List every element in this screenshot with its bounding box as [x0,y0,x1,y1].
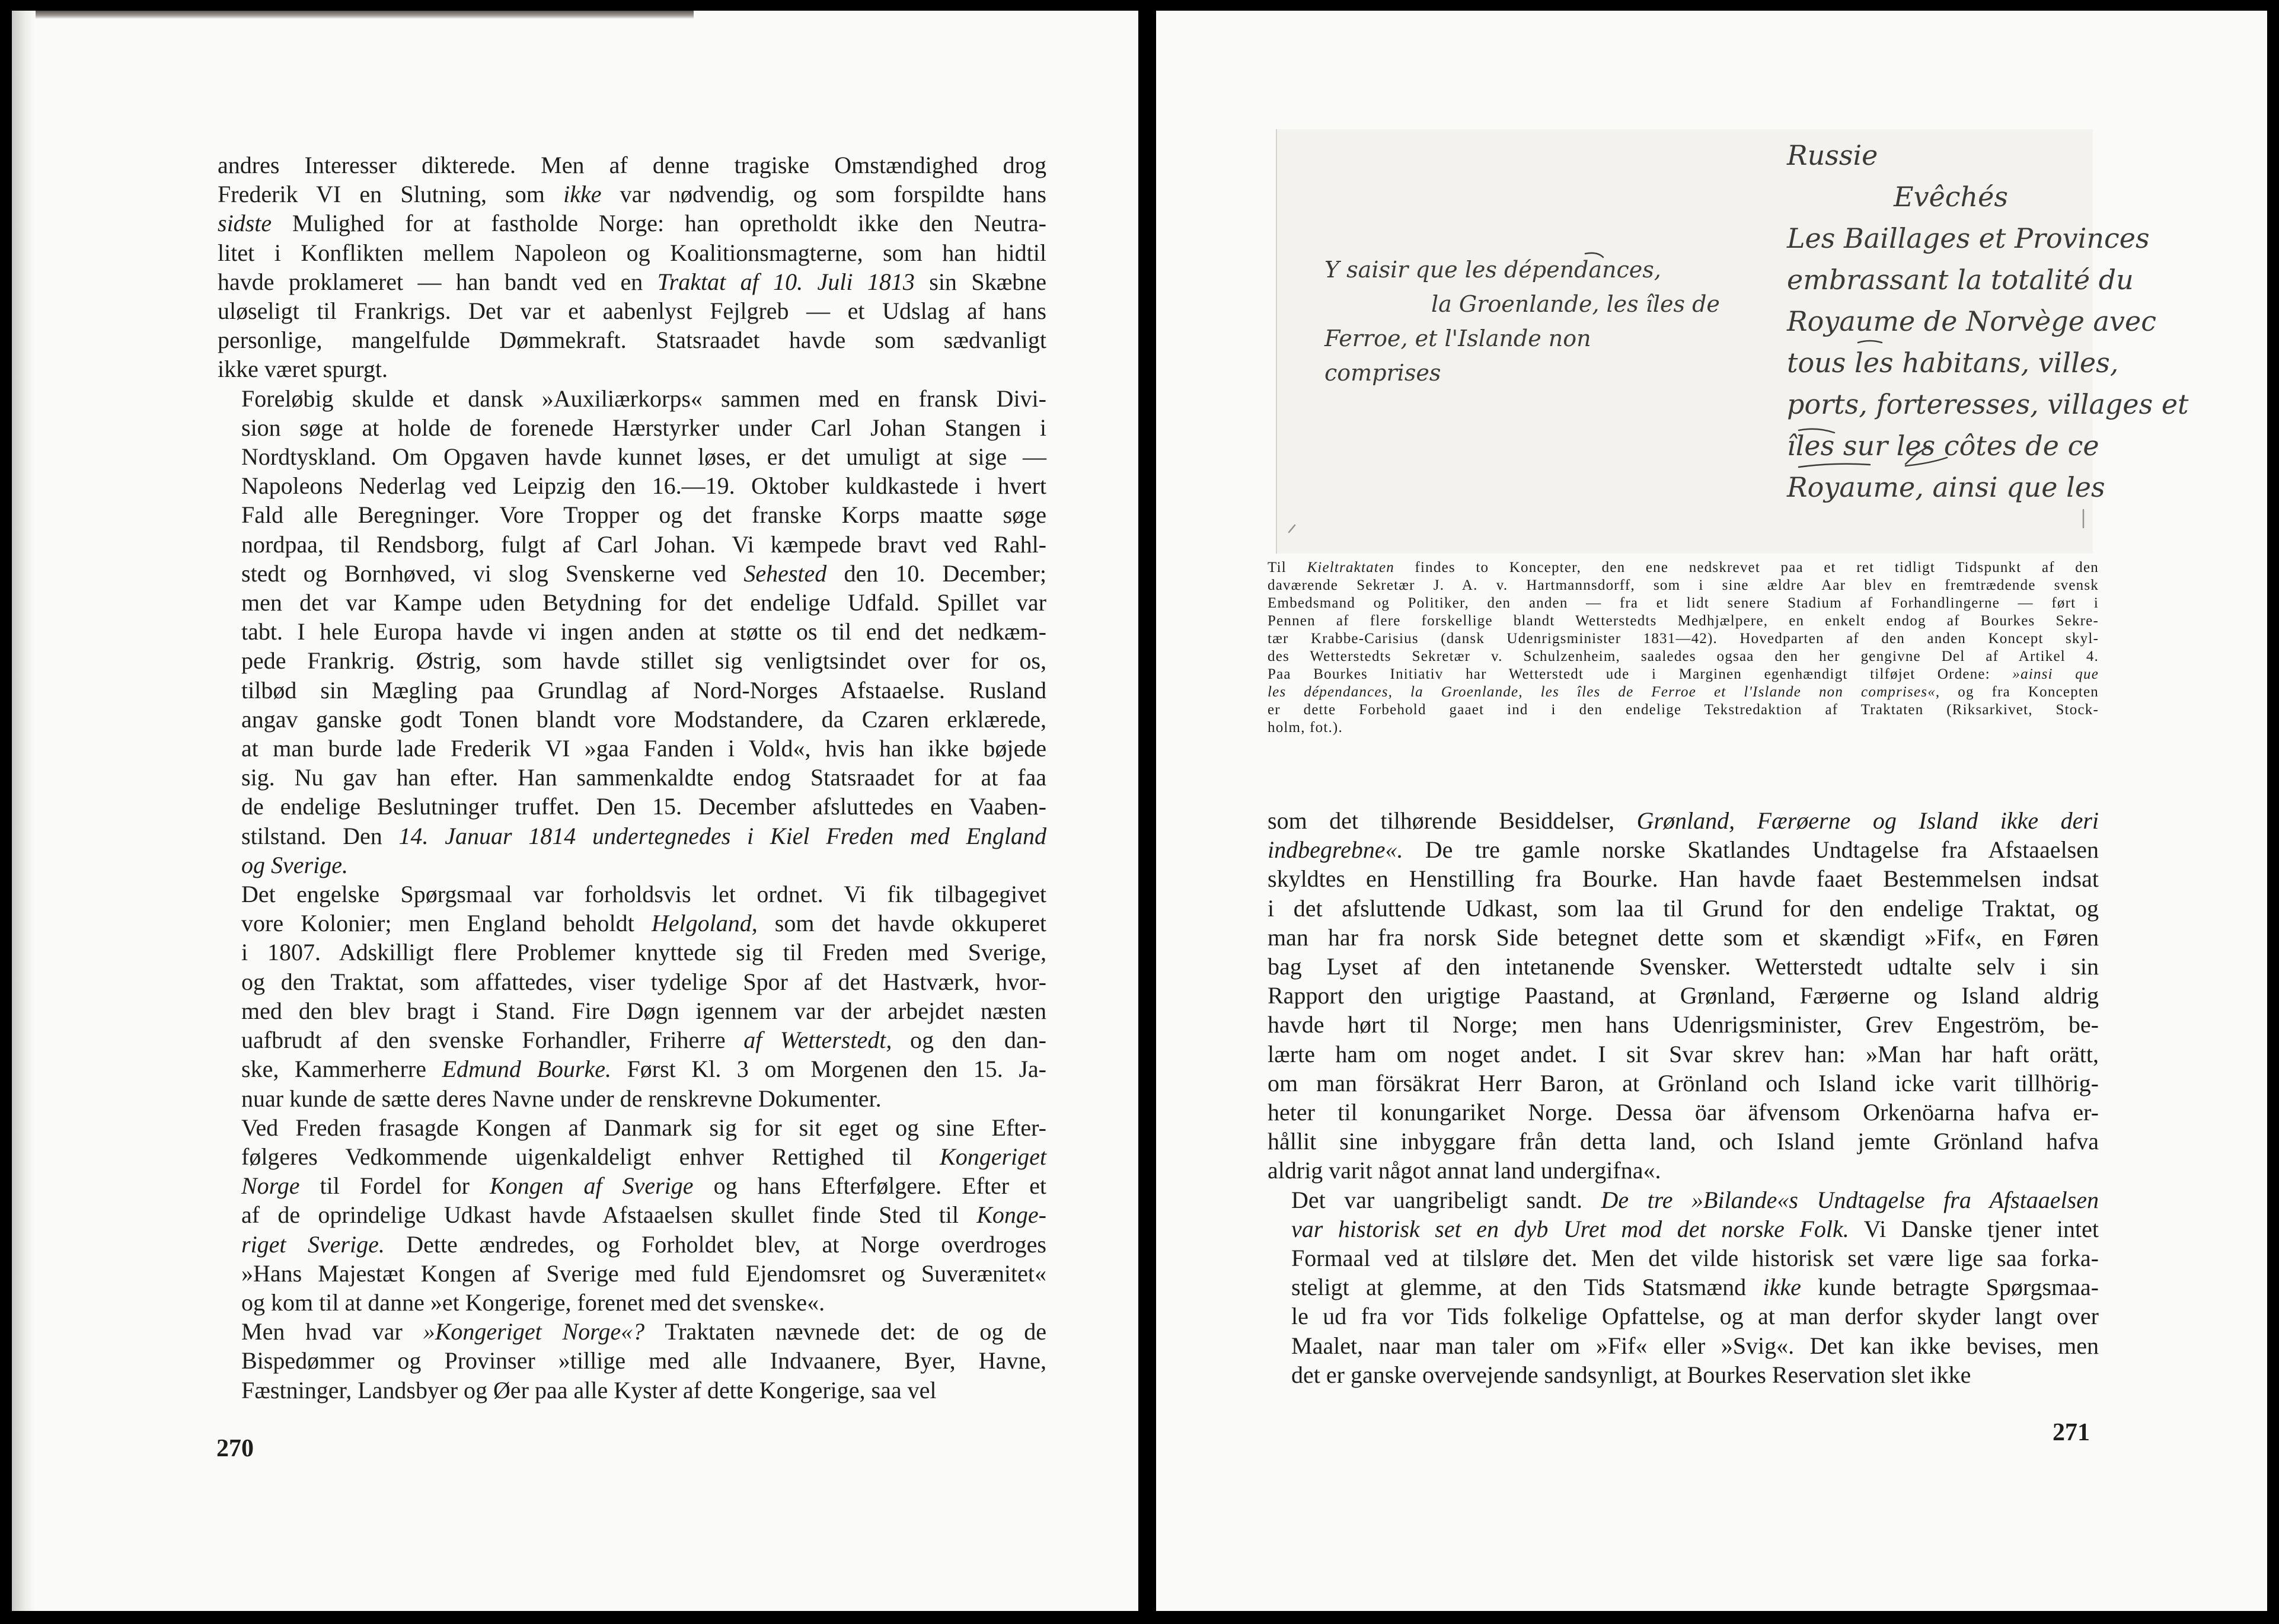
text-line: og den Traktat, som affattedes, viser tydelige Spor af det Hastværk, hvor- [241,968,1046,995]
handwritten-line: Russie [1787,139,1878,171]
text-line: skyldtes en Henstilling fra Bourke. Han havde faaet Bestemmelsen indsat [1268,865,2099,893]
manuscript-facsimile-image [1277,129,2189,554]
text-line: nordpaa, til Rendsborg, fulgt af Carl Johan. Vi kæmpede bravt ved Rahl- [241,530,1046,558]
text-line: sion søge at holde de forenede Hærstyrker under Carl Johan Stangen i [241,414,1046,441]
paragraph [1268,1185,2099,1389]
text-line: stedt og Bornhøved, vi slog Svenskerne ved Sehested den 10. December; [241,560,1046,587]
text-line: Maalet, naar man taler om »Fif« eller »Svig«. Det kan ikke bevises, men [1291,1332,2099,1359]
text-line: følgeres Vedkommende uigenkaldeligt enhver Rettighed til Kongeriget [241,1143,1046,1170]
caption-line: Paa Bourkes Initiativ har Wetterstedt ude i Marginen egenhændigt tilføjet Ordene: »ainsi que [1268,666,2099,682]
paragraph [218,1113,1046,1317]
text-line: at man burde lade Frederik VI »gaa Fanden i Vold«, hvis han ikke bøjede [241,735,1046,762]
caption-line: des Wetterstedts Sekretær v. Schulzenheim, saaledes ogsaa den her gengivne Del af Artikel 4. [1268,648,2099,664]
handwritten-line: comprises [1324,360,1441,386]
text-line: man har fra norsk Side betegnet dette som et skændigt »Fif«, en Føren [1268,923,2099,951]
text-line: og Sverige. [241,851,348,878]
text-line: uafbrudt af den svenske Forhandler, Friherre af Wetterstedt, og den dan- [241,1027,1047,1054]
text-line: de endelige Beslutninger truffet. Den 15. December afsluttedes en Vaaben- [241,793,1046,820]
handwritten-line: Y saisir que les dépendances, [1324,257,1661,283]
text-line: heter til konungariket Norge. Dessa öar äfvensom Orkenöarna hafva er- [1268,1099,2099,1126]
text-line: riget Sverige. Dette ændredes, og Forholdet blev, at Norge overdroges [241,1230,1046,1258]
text-line: Nordtyskland. Om Opgaven havde kunnet løses, er det umuligt at sige — [241,443,1046,471]
text-line: Fald alle Beregninger. Vore Tropper og det franske Korps maatte søge [241,501,1046,529]
text-line: le ud fra vor Tids folkelige Opfattelse, og at man derfor skyder langt over [1291,1303,2099,1330]
paragraph [1268,806,2099,1185]
text-line: Men hvad var »Kongeriget Norge«? Traktaten nævnede det: de og de [241,1318,1046,1345]
text-line: sig. Nu gav han efter. Han sammenkaldte endog Statsraadet for at faa [241,764,1046,791]
handwritten-line: Evêchés [1894,181,2009,213]
binding-mark [36,11,694,19]
text-line: i det afsluttende Udkast, som laa til Grund for den endelige Traktat, og [1268,894,2099,922]
text-line: Det var uangribeligt sandt. De tre »Bilande«s Undtagelse fra Afstaaelsen [1291,1186,2099,1213]
text-line: bag Lyset af den intetanende Svensker. Wetterstedt udtalte selv i sin [1268,953,2099,980]
paragraph [218,880,1046,1113]
text-line: nuar kunde de sætte deres Navne under de renskrevne Dokumenter. [241,1085,882,1112]
handwritten-line: Royaume, ainsi que les [1787,471,2105,503]
text-line: var historisk set en dyb Uret mod det norske Folk. Vi Danske tjener intet [1291,1215,2099,1242]
text-line: Det engelske Spørgsmaal var forholdsvis let ordnet. Vi fik tilbagegivet [241,881,1046,908]
text-line: ske, Kammerherre Edmund Bourke. Først Kl. 3 om Morgenen den 15. Ja- [241,1056,1046,1083]
text-line: Rapport den urigtige Paastand, at Grønland, Færøerne og Island aldrig [1268,982,2099,1009]
text-line: og kom til at danne »et Kongerige, forenet med det svenske«. [241,1289,825,1316]
text-line: vore Kolonier; men England beholdt Helgoland, som det havde okkuperet [241,910,1046,937]
text-line: i 1807. Adskilligt flere Problemer knyttede sig til Freden med Sverige, [241,939,1046,966]
handwritten-line: Les Baillages et Provinces [1787,222,2150,254]
text-line: Frederik VI en Slutning, som ikke var nødvendig, og som forspildte hans [218,181,1046,208]
page-number-right: 271 [2053,1419,2090,1446]
caption-line: Embedsmand og Politiker, den anden — fra et lidt senere Stadium af Forhandlingerne — ført i [1268,595,2099,611]
handwritten-line: Royaume de Norvège avec [1787,305,2156,337]
text-line: aldrig varit något annat land undergifna«. [1268,1157,1661,1184]
caption-line: er dette Forbehold gaaet ind i den endelige Tekstredaktion af Traktaten (Riksarkivet, Stock- [1268,702,2099,718]
handwritten-line: la Groenlande, les îles de [1431,291,1720,317]
text-line: steligt at glemme, at den Tids Statsmænd ikke kunde betragte Spørgsmaa- [1291,1274,2099,1301]
caption-line: tær Krabbe-Carisius (dansk Udenrigsminister 1831—42). Hovedparten af den anden Koncept skyl- [1268,631,2099,647]
left-page [12,11,1138,1611]
text-line: lærte ham om noget andet. I sit Svar skrev han: »Man har haft orätt, [1268,1040,2099,1067]
handwritten-line: embrassant la totalité du [1787,264,2134,296]
text-line: havde hørt til Norge; men hans Udenrigsminister, Grev Engeström, be- [1268,1011,2099,1038]
text-line: angav ganske godt Tonen blandt vore Modstandere, da Czaren erklærede, [241,705,1046,733]
handwritten-line: îles sur les côtes de ce [1787,430,2099,462]
text-line: Napoleons Nederlag ved Leipzig den 16.—19. Oktober kuldkastede i hvert [241,472,1046,500]
text-line: Foreløbig skulde et dansk »Auxiliærkorps« sammen med en fransk Divi- [241,385,1046,412]
caption-line: daværende Sekretær J. A. v. Hartmannsdorff, som i sine ældre Aar blev en fremtrædende svensk [1268,577,2099,593]
text-line: sidste Mulighed for at fastholde Norge: han opretholdt ikke den Neutra- [218,210,1046,237]
text-line: havde proklameret — han bandt ved en Traktat af 10. Juli 1813 sin Skæbne [218,268,1046,295]
text-line: pede Frankrig. Østrig, som havde stillet sig venligtsindet over for os, [241,647,1046,674]
handwritten-line: tous les habitans, villes, [1787,347,2119,379]
text-line: litet i Konflikten mellem Napoleon og Koalitionsmagterne, som han hidtil [218,239,1046,266]
right-page-body-text [1268,806,2099,1389]
caption-line: Pennen af flere forskellige blandt Wetterstedts Medhjælpere, en enkelt endog af Bourkes Sekre- [1268,613,2099,629]
text-line: Norge til Fordel for Kongen af Sverige og hans Efterfølgere. Efter et [241,1172,1046,1200]
facsimile-caption [1268,559,2099,737]
left-page-body-text [218,151,1046,1405]
text-line: personlige, mangelfulde Dømmekraft. Statsraadet havde som sædvanligt [218,327,1046,354]
text-line: »Hans Majestæt Kongen af Sverige med fuld Ejendomsret og Suverænitet« [241,1259,1046,1287]
page-number-left: 270 [216,1435,254,1462]
text-line: af de oprindelige Udkast havde Afstaaelsen skullet finde Sted til Konge- [241,1201,1046,1229]
paragraph [218,1317,1046,1405]
caption-line: Til Kieltraktaten findes to Koncepter, den ene nedskrevet paa et ret tidligt Tidspunkt af den [1268,560,2099,576]
text-line: andres Interesser dikterede. Men af denne tragiske Omstændighed drog [218,152,1046,178]
text-line: stilstand. Den 14. Januar 1814 undertegnedes i Kiel Freden med England [241,822,1046,849]
page-edge-shadow [12,11,36,1611]
manuscript-facsimile [1276,129,2189,554]
text-line: men det var Kampe uden Betydning for det endelige Udfald. Spillet var [241,589,1046,616]
text-line: indbegrebne«. De tre gamle norske Skatlandes Undtagelse fra Afstaaelsen [1268,836,2099,864]
text-line: hållit sine inbyggare från detta land, och Island jemte Grönland hafva [1268,1128,2099,1155]
right-page [1156,11,2267,1611]
text-line: om man försäkrat Herr Baron, at Grönland och Island icke varit tillhörig- [1268,1069,2099,1096]
handwritten-line: Ferroe, et l'Islande non [1324,325,1591,351]
text-line: tabt. I hele Europa havde vi ingen anden at støtte os til end det nedkæm- [241,618,1046,645]
caption-line: holm, fot.). [1268,720,1343,736]
paragraph [218,151,1046,384]
caption-line: les dépendances, la Groenlande, les îles de Ferroe et l'Islande non comprises«, og fra Koncepten [1268,684,2099,700]
text-line: Formaal ved at tilsløre det. Men det vilde historisk set være lige saa forka- [1291,1245,2099,1272]
text-line: det er ganske overvejende sandsynligt, at Bourkes Reservation slet ikke [1291,1361,1971,1388]
text-line: som det tilhørende Besiddelser, Grønland, Færøerne og Island ikke deri [1268,807,2099,834]
text-line: uløseligt til Frankrigs. Det var et aabenlyst Fejlgreb — et Udslag af hans [218,298,1046,325]
text-line: Fæstninger, Landsbyer og Øer paa alle Kyster af dette Kongerige, saa vel [241,1376,937,1404]
text-line: Ved Freden frasagde Kongen af Danmark sig for sit eget og sine Efter- [241,1114,1046,1141]
text-line: med den blev bragt i Stand. Fire Døgn igennem var der arbejdet næsten [241,997,1046,1024]
text-line: Bispedømmer og Provinser »tillige med alle Indvaanere, Byer, Havne, [241,1347,1046,1374]
text-line: tilbød sin Mægling paa Grundlag af Nord-Norges Afstaaelse. Rusland [241,676,1046,704]
paragraph [218,384,1046,880]
text-line: ikke været spurgt. [218,356,388,383]
handwritten-line: ports, forteresses, villages et [1787,388,2189,420]
